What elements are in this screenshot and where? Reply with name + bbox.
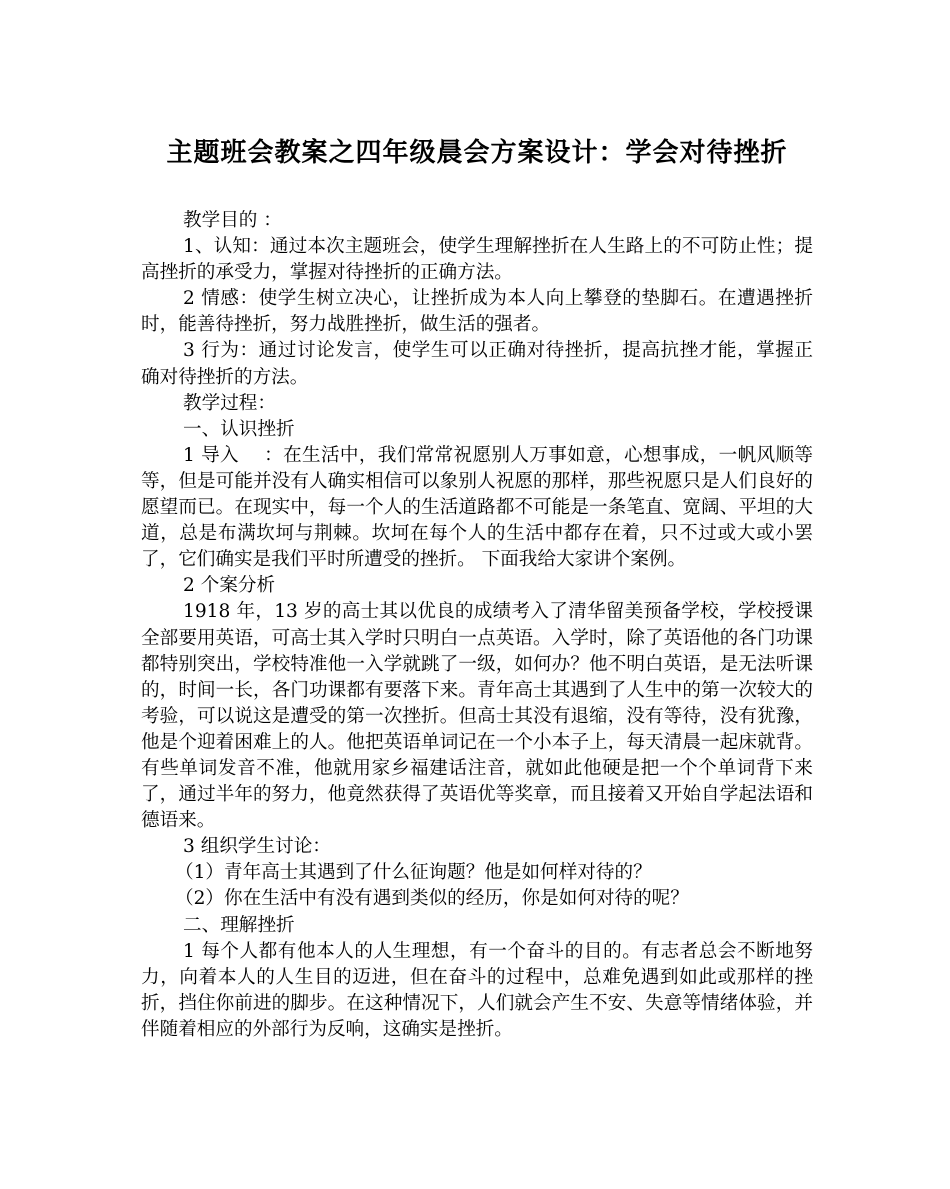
paragraph-emotion: 2 情感：使学生树立决心，让挫折成为本人向上攀登的垫脚石。在遭遇挫折时，能善待挫折，努力战胜挫折，做生活的强者。 — [141, 288, 813, 336]
document-title: 主题班会教案之四年级晨会方案设计：学会对待挫折 — [166, 138, 788, 168]
subheading-case-analysis: 2 个案分析 — [183, 575, 276, 597]
paragraph-behavior: 3 行为：通过讨论发言，使学生可以正确对待挫折，提高抗挫才能，掌握正确对待挫折的方法。 — [141, 340, 813, 388]
section-heading-recognize: 一、认识挫折 — [183, 418, 295, 440]
document-body — [141, 208, 813, 1043]
subheading-discussion: 3 组织学生讨论： — [183, 836, 331, 858]
paragraph-cognition: 1、认知：通过本次主题班会，使学生理解挫折在人生路上的不可防止性；提高挫折的承受力，掌握对待挫折的正确方法。 — [141, 236, 813, 284]
discussion-question-2: （2）你在生活中有没有遇到类似的经历，你是如何对待的呢？ — [175, 888, 689, 910]
discussion-question-1: （1）青年高士其遇到了什么征询题？他是如何样对待的？ — [175, 862, 652, 884]
paragraph-understand-frustration: 1 每个人都有他本人的人生理想，有一个奋斗的目的。有志者总会不断地努力，向着本人的人生目的迈进，但在奋斗的过程中，总难免遇到如此或那样的挫折，挡住你前进的脚步。在这种情况下，人们就会产生不安、失意等情绪体验，并伴随着相应的外部行为反响，这确实是挫折。 — [141, 940, 813, 1040]
paragraph-case-story: 1918 年，13 岁的高士其以优良的成绩考入了清华留美预备学校，学校授课全部要用英语，可高士其入学时只明白一点英语。入学时，除了英语他的各门功课都特别突出，学校特准他一入学就跳了一级，如何办？他不明白英语，是无法听课的，时间一长，各门功课都有要落下来。青年高士其遇到了人生中的第一次较大的考验，可以说这是遭受的第一次挫折。但高士其没有退缩，没有等待，没有犹豫，他是个迎着困难上的人。他把英语单词记在一个小本子上，每天清晨一起床就背。有些单词发音不准，他就用家乡福建话注音，就如此他硬是把一个个单词背下来了，通过半年的努力，他竟然获得了英语优等奖章，而且接着又开始自学起法语和德语来。 — [141, 601, 813, 832]
paragraph-introduction: 1 导入 ：在生活中，我们常常祝愿别人万事如意，心想事成，一帆风顺等等，但是可能并没有人确实相信可以象别人祝愿的那样，那些祝愿只是人们良好的愿望而已。在现实中，每一个人的生活道路都不可能是一条笔直、宽阔、平坦的大道，总是布满坎坷与荆棘。坎坷在每个人的生活中都存在着，只不过或大或小罢了，它们确实是我们平时所遭受的挫折。 下面我给大家讲个案例。 — [141, 444, 813, 571]
section-heading-process: 教学过程： — [183, 392, 276, 414]
section-heading-objectives: 教学目的 ： — [183, 210, 282, 231]
section-heading-understand: 二、理解挫折 — [183, 914, 295, 936]
